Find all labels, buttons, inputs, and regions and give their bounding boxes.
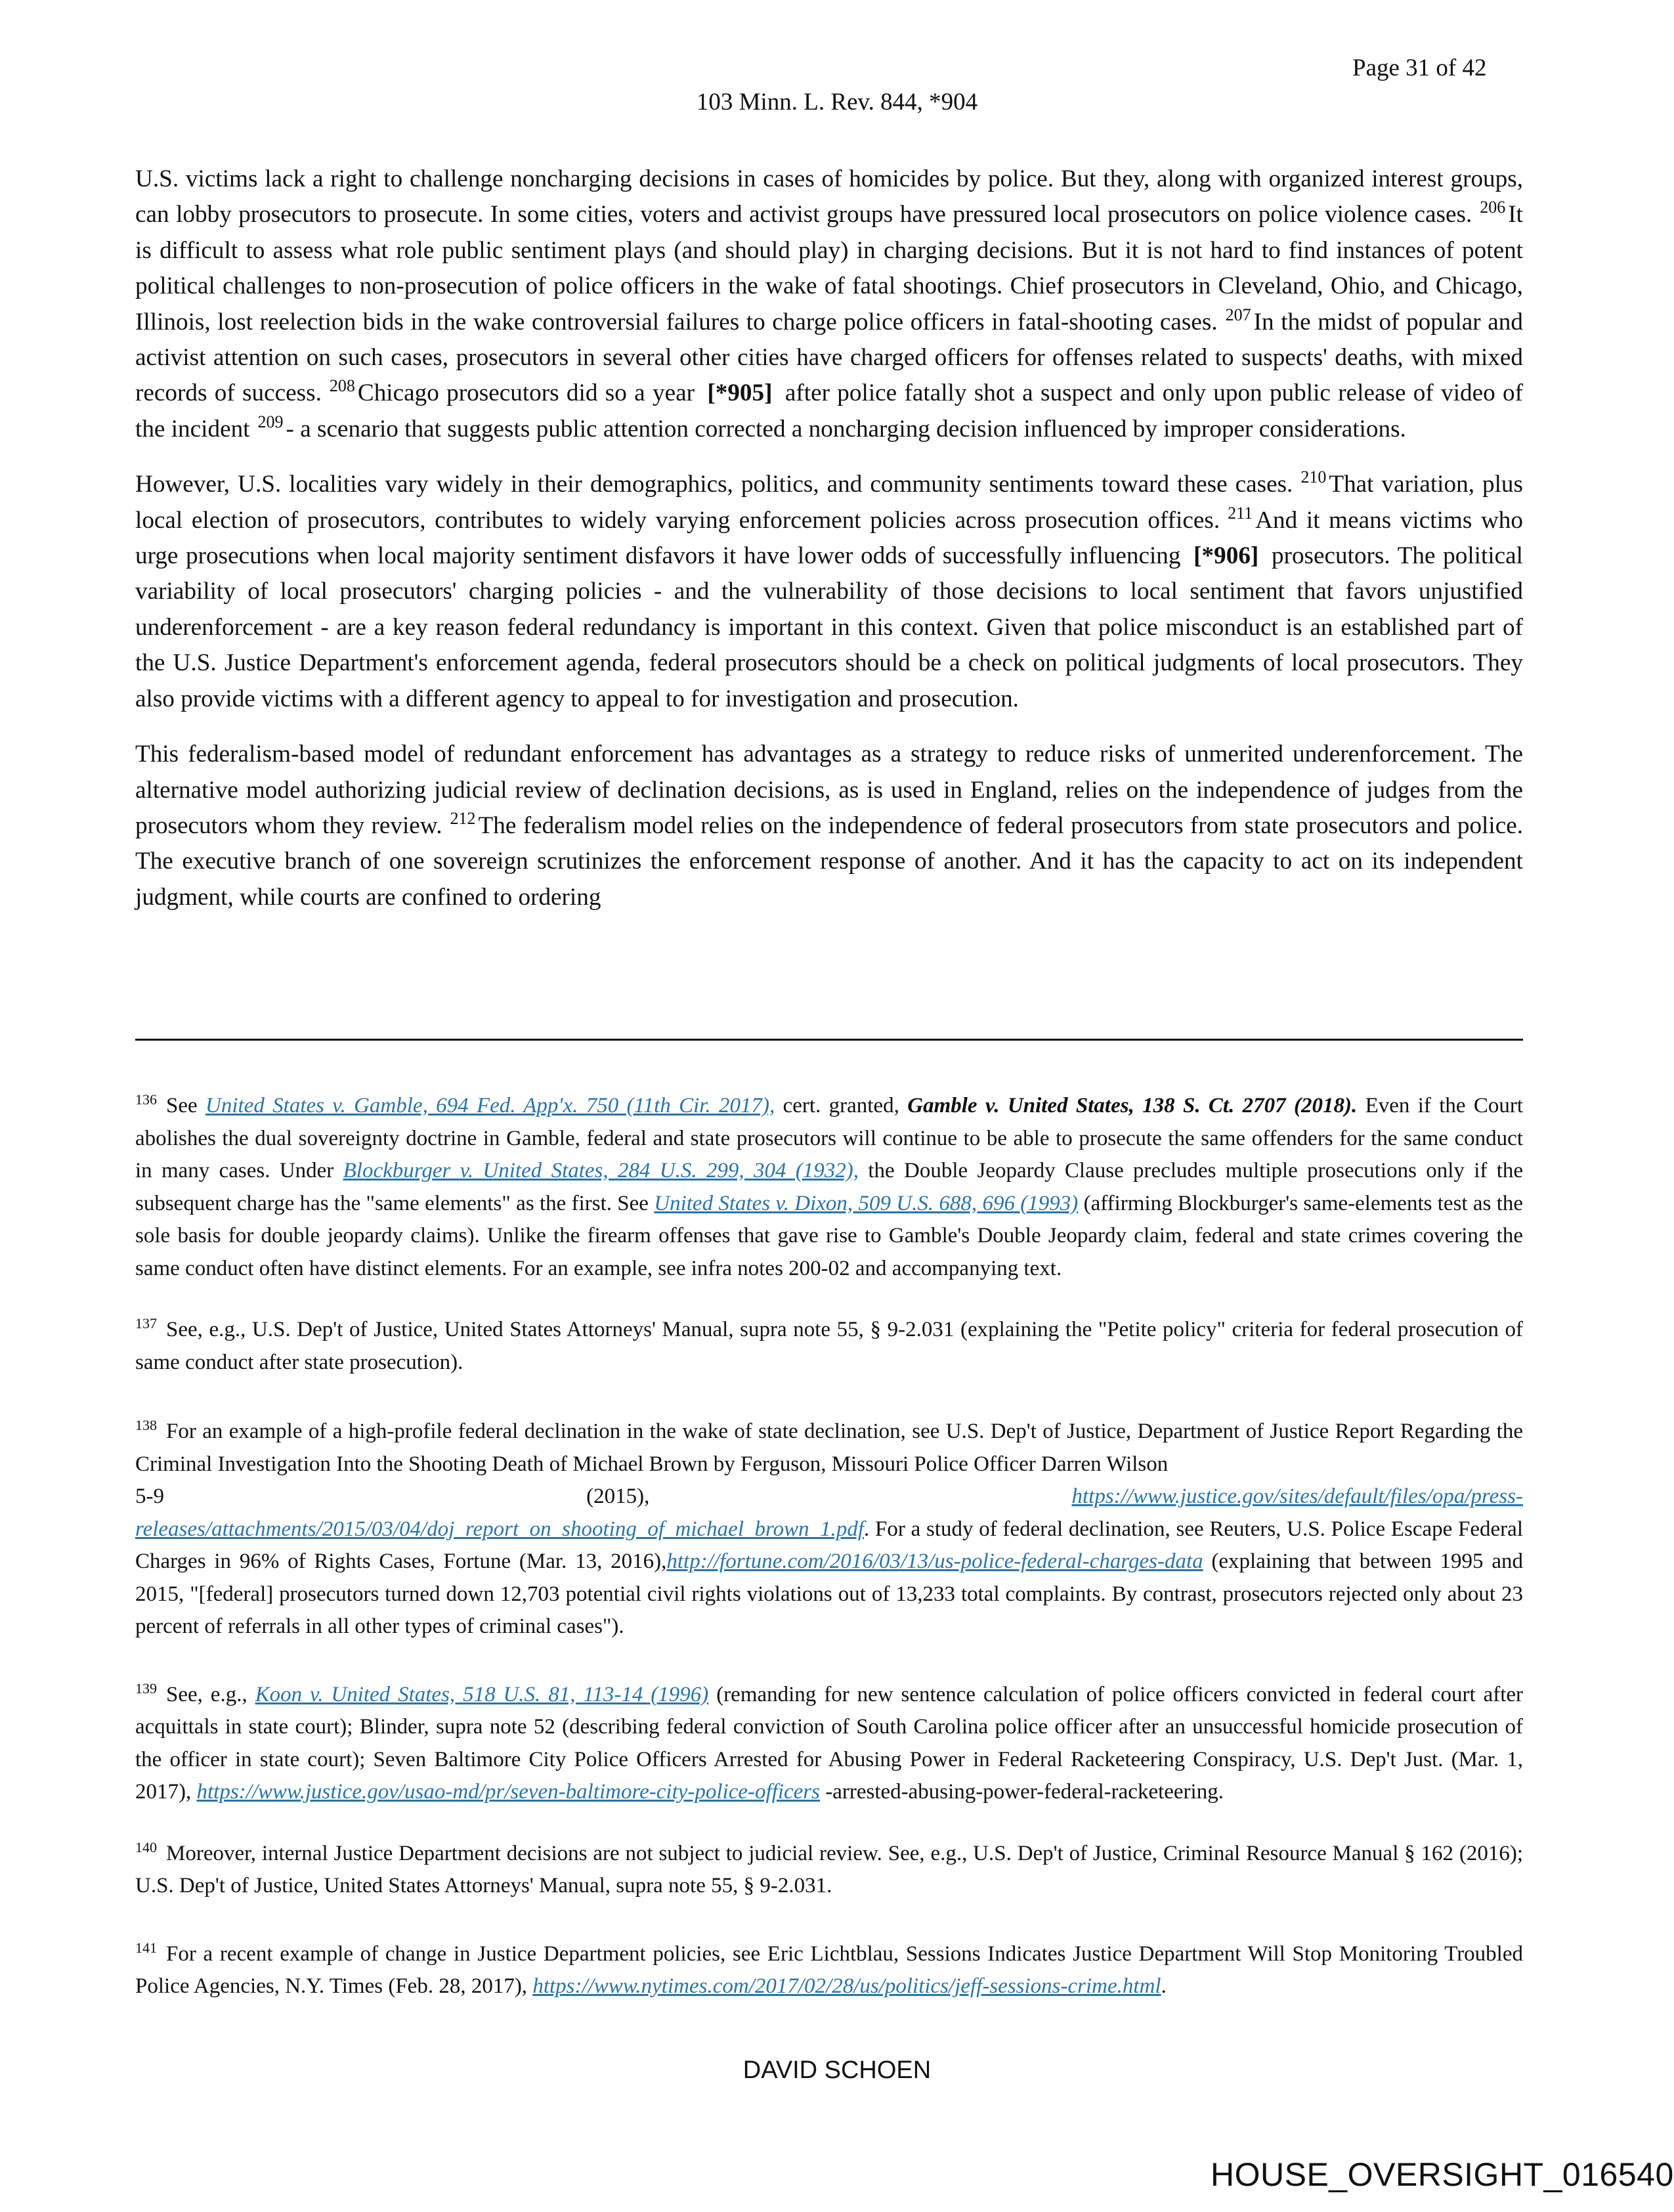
footnote-ref-208[interactable]: 208 <box>329 376 355 396</box>
footnote-138-url-line: 5-9 (2015), https://www.justice.gov/sites/default/files/opa/press- <box>135 1481 1523 1513</box>
footnote-141: $^{141}$ For a recent example of change in Justice Department policies, see Eric Lichtblau, Sessions Indicates Justice Department Will Stop Monitoring Troubled Police Agencies, N.Y. Times (Feb. 28, 2017), https://www.nytimes.com/2017/02/28/us/politics/jeff-sessions-crime.html. <box>135 1939 1523 1998</box>
footnote-ref-212[interactable]: 212 <box>450 808 476 828</box>
footnote-number: 136 <box>135 1091 157 1108</box>
link-nytimes[interactable]: https://www.nytimes.com/2017/02/28/us/politics/jeff-sessions-crime.html <box>532 1974 1161 1998</box>
signature: DAVID SCHOEN <box>742 2056 932 2084</box>
paragraph-3: This federalism-based model of redundant enforcement has advantages as a strategy to reduce risks of unmerited underenforcement. The alternative model authorizing judicial review of declination decisions, as is used in England, relies on the independence of judges from the prosecutors whom they review. $^{212}$ The federalism model relies on the independence of federal prosecutors from state prosecutors and police. The executive branch of one sovereign scrutinizes the enforcement response of another. And it has the capacity to act on its independent judgment, while courts are confined to ordering <box>135 741 1524 911</box>
case-citation-gamble-sct: Gamble v. United States, 138 S. Ct. 2707 (2018). <box>907 1094 1358 1117</box>
footnote-ref-209[interactable]: 209 <box>257 412 284 431</box>
link-fortune[interactable]: http://fortune.com/2016/03/13/us-police-federal-charges-data <box>666 1550 1203 1573</box>
footnote-140: $^{140}$ Moreover, internal Justice Department decisions are not subject to judicial review. See, e.g., U.S. Dep't of Justice, Criminal Resource Manual § 162 (2016); U.S. Dep't of Justice, United States Attorneys' Manual, supra note 55, § 9-2.031. <box>135 1838 1523 1898</box>
footnote-number: 139 <box>135 1680 157 1697</box>
footnote-139: $^{139}$ See, e.g., Koon v. United States, 518 U.S. 81, 113-14 (1996) (remanding for new sentence calculation of police officers convicted in federal court after acquittals in state court); Blinder, supra note 52 (describing federal conviction of South Carolina police officer after an unsuccessful homicide prosecution of the officer in state court); Seven Baltimore City Police Officers Arrested for Abusing Power in Federal Racketeering Conspiracy, U.S. Dep't Just. (Mar. 1, 2017), https://www.justice.gov/usao-md/pr/seven-baltimore-city-police-officers -arrested-abusing-power-federal-racketeering. <box>135 1680 1524 1804</box>
footnote-ref-207[interactable]: 207 <box>1225 305 1251 324</box>
footnotes-section <box>135 1090 1523 2032</box>
link-blockburger[interactable]: Blockburger v. United States, 284 U.S. 299, 304 (1932), <box>343 1159 859 1182</box>
star-page-906: [*906] <box>1193 542 1259 570</box>
footnote-136: $^{136}$ See United States v. Gamble, 694 Fed. App'x. 750 (11th Cir. 2017), cert. granted, Gamble v. United States, 138 S. Ct. 2707 (2018). Even if the Court abolishes the dual sovereignty doctrine in Gamble, federal and state prosecutors will continue to be able to prosecute the same offenders for the same conduct in many cases. Under Blockburger v. United States, 284 U.S. 299, 304 (1932), the Double Jeopardy Clause precludes multiple prosecutions only if the subsequent charge has the "same elements" as the first. See United States v. Dixon, 509 U.S. 688, 696 (1993) (affirming Blockburger's same-elements test as the sole basis for double jeopardy claims). Unlike the firearm offenses that gave rise to Gamble's Double Jeopardy claim, federal and state crimes covering the same conduct often have distinct elements. For an example, see infra notes 200-02 and accompanying text. <box>135 1091 1524 1280</box>
footnote-ref-210[interactable]: 210 <box>1300 467 1327 487</box>
footnote-ref-211[interactable]: 211 <box>1228 503 1253 523</box>
link-gamble-11th-cir[interactable]: United States v. Gamble, 694 Fed. App'x. 750 (11th Cir. 2017), <box>205 1094 775 1117</box>
bates-number: HOUSE_OVERSIGHT_016540 <box>1211 2156 1674 2193</box>
main-body <box>135 162 1523 935</box>
link-doj-report-part1[interactable]: https://www.justice.gov/sites/default/files/opa/press- <box>1071 1485 1523 1508</box>
footnote-137: $^{137}$ See, e.g., U.S. Dep't of Justice, United States Attorneys' Manual, supra note 55, § 9-2.031 (explaining the "Petite policy" criteria for federal prosecution of same conduct after state prosecution). <box>135 1315 1523 1374</box>
footnote-number: 137 <box>135 1315 157 1332</box>
link-doj-report-part2[interactable]: releases/attachments/2015/03/04/doj_report_on_shooting_of_michael_brown_1.pdf <box>135 1517 865 1541</box>
footnote-138: $^{138}$ For an example of a high-profile federal declination in the wake of state declination, see U.S. Dep't of Justice, Department of Justice Report Regarding the Criminal Investigation Into the Shooting Death of Michael Brown by Ferguson, Missouri Police Officer Darren Wilson 5-9 (2015), https://www.justice.gov/sites/default/files/opa/press- releases/attachments/2015/03/04/doj_report_on_shooting_of_michael_brown_1.pdf. For a study of federal declination, see Reuters, U.S. Police Escape Federal Charges in 96% of Rights Cases, Fortune (Mar. 13, 2016),http://fortune.com/2016/03/13/us-police-federal-charges-data (explaining that between 1995 and 2015, "[federal] prosecutors turned down 12,703 potential civil rights violations out of 13,233 total complaints. By contrast, prosecutors rejected only about 23 percent of referrals in all other types of criminal cases"). <box>135 1417 1523 1638</box>
link-dixon[interactable]: United States v. Dixon, 509 U.S. 688, 696 (1993) <box>654 1191 1079 1215</box>
star-page-905: [*905] <box>707 380 773 407</box>
paragraph-1: U.S. victims lack a right to challenge noncharging decisions in cases of homicides by police. But they, along with organized interest groups, can lobby prosecutors to prosecute. In some cities, voters and activist groups have pressured local prosecutors on police violence cases. $^{206}$ It is difficult to assess what role public sentiment plays (and should play) in charging decisions. But it is not hard to find instances of potent political challenges to non-prosecution of police officers in the wake of fatal shootings. Chief prosecutors in Cleveland, Ohio, and Chicago, Illinois, lost reelection bids in the wake controversial failures to charge police officers in fatal-shooting cases. $^{207}$ In the midst of popular and activist attention on such cases, prosecutors in several other cities have charged officers for offenses related to suspects' deaths, with mixed records of success. $^{208}$ Chicago prosecutors did so a year [*905] after police fatally shot a suspect and only upon public release of video of the incident $^{209}$ - a scenario that suggests public attention corrected a noncharging decision influenced by improper considerations. <box>135 165 1524 443</box>
running-head-citation: 103 Minn. L. Rev. 844, *904 <box>696 89 978 116</box>
link-justice-baltimore[interactable]: https://www.justice.gov/usao-md/pr/seven-baltimore-city-police-officers <box>196 1780 820 1804</box>
footnote-number: 138 <box>135 1417 157 1433</box>
link-koon[interactable]: Koon v. United States, 518 U.S. 81, 113-14 (1996) <box>255 1682 709 1706</box>
footnote-ref-206[interactable]: 206 <box>1480 198 1506 217</box>
page-number: Page 31 of 42 <box>1352 54 1487 81</box>
paragraph-2: However, U.S. localities vary widely in their demographics, politics, and community sentiments toward these cases. $^{210}$ That variation, plus local election of prosecutors, contributes to widely varying enforcement policies across prosecution offices. $^{211}$ And it means victims who urge prosecutions when local majority sentiment disfavors it have lower odds of successfully influencing [*906] prosecutors. The political variability of local prosecutors' charging policies - and the vulnerability of those decisions to local sentiment that favors unjustified underenforcement - are a key reason federal redundancy is important in this context. Given that police misconduct is an established part of the U.S. Justice Department's enforcement agenda, federal prosecutors should be a check on political judgments of local prosecutors. They also provide victims with a different agency to appeal to for investigation and prosecution. <box>135 467 1524 712</box>
footnote-divider <box>135 1039 1523 1041</box>
footnote-number: 140 <box>135 1838 157 1855</box>
footnote-number: 141 <box>135 1939 157 1956</box>
